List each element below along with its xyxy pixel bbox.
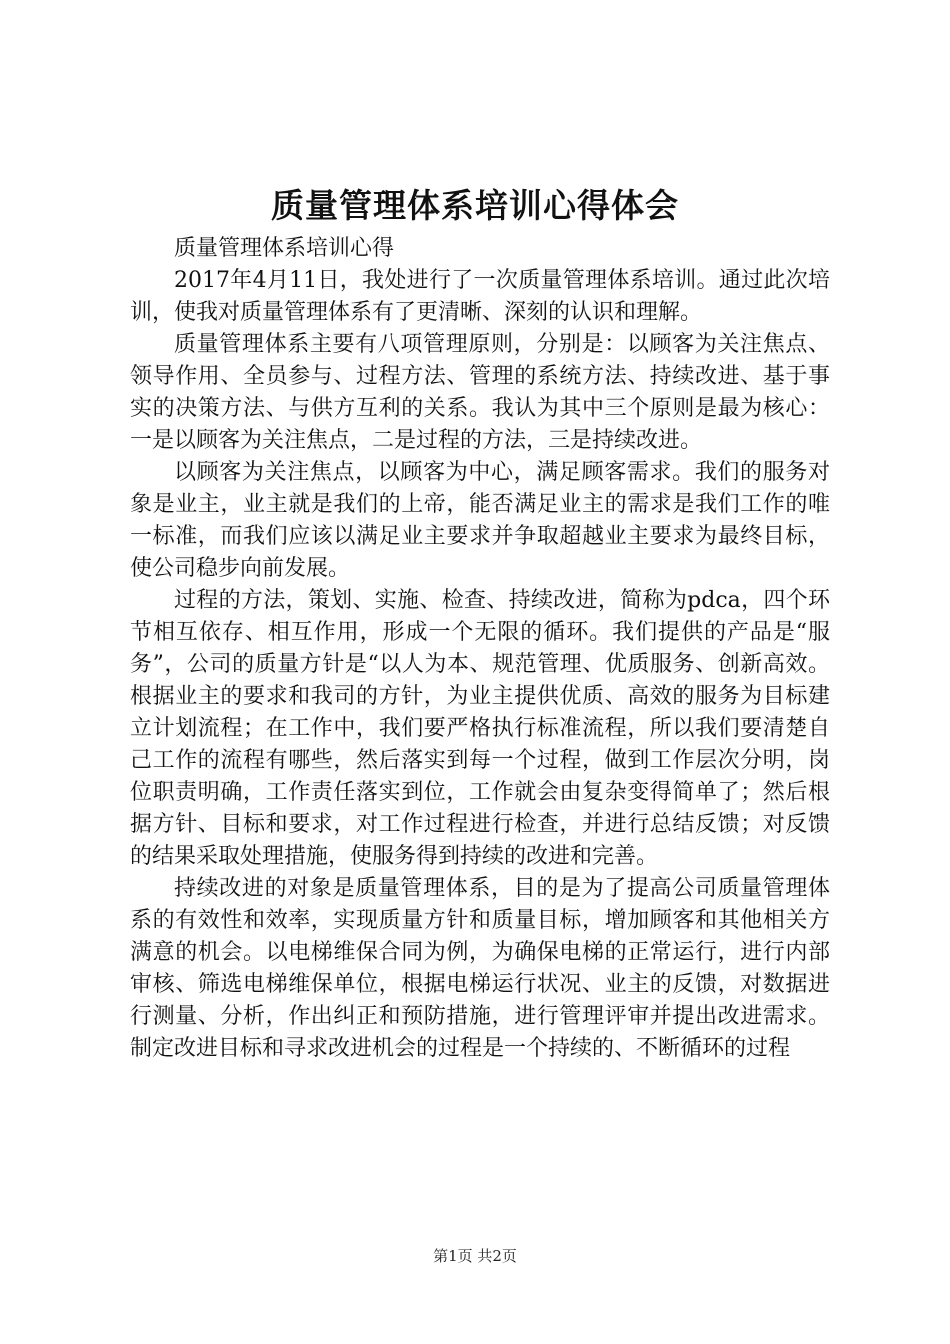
paragraph-intro: 2017年4月11日，我处进行了一次质量管理体系培训。通过此次培训，使我对质量管理体系有了更清晰、深刻的认识和理解。 — [130, 268, 830, 325]
document-title: 质量管理体系培训心得体会 — [271, 186, 679, 225]
paragraph-continual-improvement: 持续改进的对象是质量管理体系，目的是为了提高公司质量管理体系的有效性和效率，实现质量方针和质量目标，增加顾客和其他相关方满意的机会。以电梯维保合同为例，为确保电梯的正常运行，进行内部审核、筛选电梯维保单位，根据电梯运行状况、业主的反馈，对数据进行测量、分析，作出纠正和预防措施，进行管理评审并提出改进需求。制定改进目标和寻求改进机会的过程是一个持续的、不断循环的过程 — [130, 876, 830, 1061]
paragraph-process-approach: 过程的方法，策划、实施、检查、持续改进，简称为pdca，四个环节相互依存、相互作用，形成一个无限的循环。我们提供的产品是“服务”，公司的质量方针是“以人为本、规范管理、优质服务、创新高效。根据业主的要求和我司的方针，为业主提供优质、高效的服务为目标建立计划流程；在工作中，我们要严格执行标准流程，所以我们要清楚自己工作的流程有哪些，然后落实到每一个过程，做到工作层次分明，岗位职责明确，工作责任落实到位，工作就会由复杂变得简单了；然后根据方针、目标和要求，对工作过程进行检查，并进行总结反馈；对反馈的结果采取处理措施，使服务得到持续的改进和完善。 — [130, 588, 830, 869]
document-subtitle: 质量管理体系培训心得 — [174, 236, 395, 261]
document-body — [130, 233, 830, 1065]
page-footer: 第1页 共2页 — [433, 1247, 517, 1265]
paragraph-customer-focus: 以顾客为关注焦点，以顾客为中心，满足顾客需求。我们的服务对象是业主，业主就是我们的上帝，能否满足业主的需求是我们工作的唯一标准，而我们应该以满足业主要求并争取超越业主要求为最终目标，使公司稳步向前发展。 — [130, 460, 830, 581]
paragraph-principles: 质量管理体系主要有八项管理原则，分别是：以顾客为关注焦点、领导作用、全员参与、过程方法、管理的系统方法、持续改进、基于事实的决策方法、与供方互利的关系。我认为其中三个原则是最为核心：一是以顾客为关注焦点，二是过程的方法，三是持续改进。 — [130, 332, 830, 453]
